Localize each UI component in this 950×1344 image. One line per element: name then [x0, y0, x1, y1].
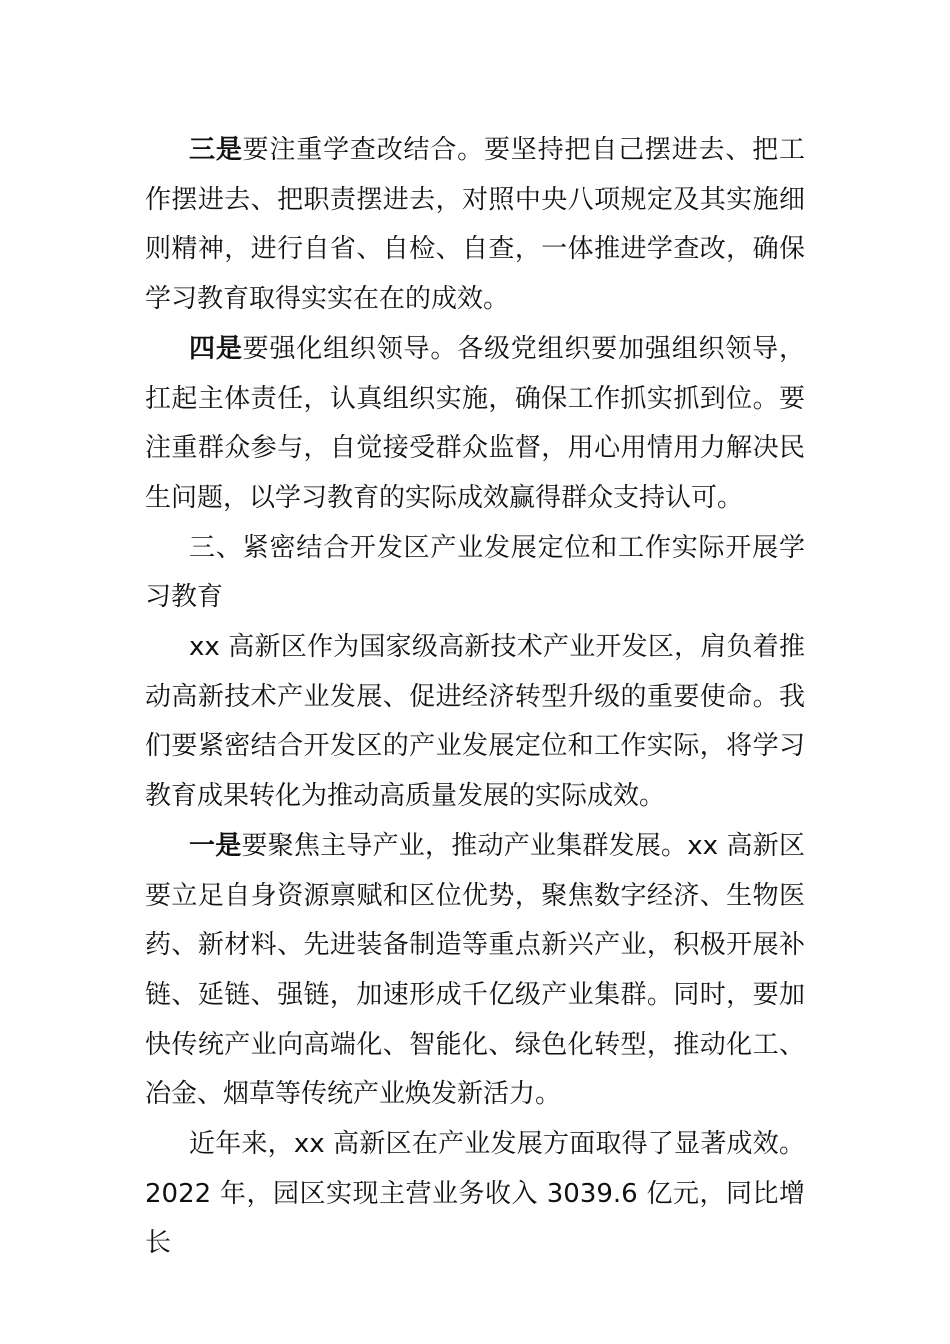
paragraph-text: 要聚焦主导产业，推动产业集群发展。xx 高新区要立足自身资源禀赋和区位优势，聚焦数字经济、生物医药、新材料、先进装备制造等重点新兴产业，积极开展补链、延链、强链，加速形成千亿级产业集群。同时，要加快传统产业向高端化、智能化、绿色化转型，推动化工、冶金、烟草等传统产业焕发新活力。	[145, 830, 805, 1110]
paragraph-lead: 三是	[189, 135, 243, 165]
paragraph-5	[145, 822, 805, 1120]
paragraph-1	[145, 126, 805, 325]
document-page	[145, 126, 805, 1269]
paragraph-4	[145, 623, 805, 822]
paragraph-text: 要注重学查改结合。要坚持把自己摆进去、把工作摆进去、把职责摆进去，对照中央八项规定及其实施细则精神，进行自省、自检、自查，一体推进学查改，确保学习教育取得实实在在的成效。	[145, 135, 805, 315]
paragraph-text: 近年来，xx 高新区在产业发展方面取得了显著成效。2022 年，园区实现主营业务收入 3039.6 亿元，同比增长	[145, 1129, 805, 1259]
paragraph-2	[145, 325, 805, 524]
paragraph-text: 要强化组织领导。各级党组织要加强组织领导，扛起主体责任，认真组织实施，确保工作抓实抓到位。要注重群众参与，自觉接受群众监督，用心用情用力解决民生问题，以学习教育的实际成效赢得群众支持认可。	[145, 333, 805, 513]
paragraph-text: xx 高新区作为国家级高新技术产业开发区，肩负着推动高新技术产业发展、促进经济转型升级的重要使命。我们要紧密结合开发区的产业发展定位和工作实际，将学习教育成果转化为推动高质量发展的实际成效。	[145, 632, 805, 812]
paragraph-lead: 一是	[189, 830, 242, 861]
paragraph-lead: 四是	[189, 333, 243, 364]
paragraph-6	[145, 1120, 805, 1269]
section-heading	[145, 524, 805, 623]
heading-text: 三、紧密结合开发区产业发展定位和工作实际开展学习教育	[145, 532, 805, 613]
